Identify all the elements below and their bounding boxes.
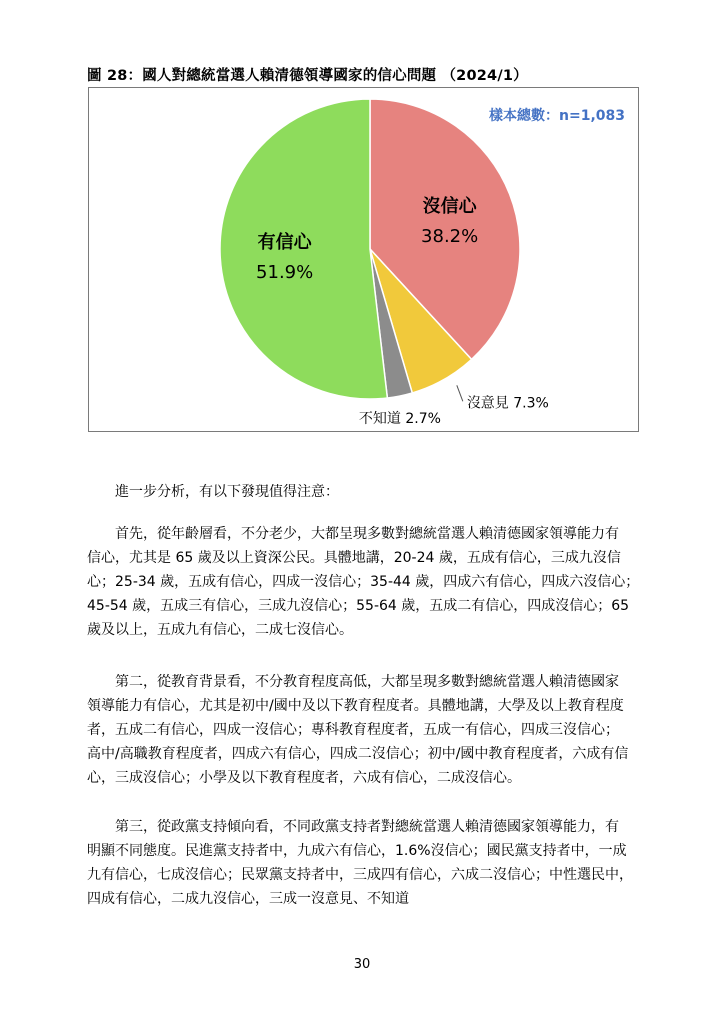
pie-chart-frame [88,87,639,432]
pie-chart [89,88,640,433]
paragraph-education [87,670,639,790]
slice-value-3: 51.9% [256,261,314,283]
text-line: 領導能力有信心，尤其是初中/國中及以下教育程度者。具體地講，大學及以上教育程度 [87,698,624,714]
text-line: 心，三成沒信心；小學及以下教育程度者，六成有信心，二成沒信心。 [87,770,521,786]
paragraph-intro [87,480,639,504]
text-line: 高中/高職教育程度者，四成六有信心，四成二沒信心；初中/國中教育程度者，六成有信 [87,746,629,762]
leader-line-1 [457,385,463,401]
text-line: 信心，尤其是 65 歲及以上資深公民。具體地講，20-24 歲，五成有信心，三成九沒信 [87,550,621,566]
text-line: 首先，從年齡層看，不分老少，大都呈現多數對總統當選人賴清德國家領導能力有 [87,526,619,542]
text-line: 歲及以上，五成九有信心，二成七沒信心。 [87,622,353,638]
text-line: 進一步分析，有以下發現值得注意： [87,484,339,500]
text-line: 第三，從政黨支持傾向看，不同政黨支持者對總統當選人賴清德國家領導能力，有 [87,819,619,835]
slice-label-1: 沒意見 7.3% [466,395,549,412]
slice-value-0: 38.2% [421,225,479,247]
paragraph-age [87,522,639,642]
text-line: 四成有信心，二成九沒信心，三成一沒意見、不知道 [87,891,409,907]
slice-label-0: 沒信心 [422,195,477,217]
figure-caption: 圖 28：國人對總統當選人賴清德領導國家的信心問題 （2024/1） [87,68,528,84]
text-line: 明顯不同態度。民進黨支持者中，九成六有信心，1.6%沒信心；國民黨支持者中，一成 [87,843,627,859]
text-line: 者，五成二有信心，四成一沒信心；專科教育程度者，五成一有信心，四成三沒信心； [87,722,619,738]
text-line: 心；25-34 歲，五成有信心，四成一沒信心；35-44 歲，四成六有信心，四成六沒信心； [87,574,640,590]
text-line: 九有信心，七成沒信心；民眾黨支持者中，三成四有信心，六成二沒信心；中性選民中， [87,867,633,883]
page-number: 30 [353,957,371,972]
sample-size-label: 樣本總數：n=1,083 [489,108,625,124]
paragraph-party [87,815,639,911]
text-line: 第二，從教育背景看，不分教育程度高低，大都呈現多數對總統當選人賴清德國家 [87,674,619,690]
text-line: 45-54 歲，五成三有信心，三成九沒信心；55-64 歲，五成二有信心，四成沒信心；65 [87,598,630,614]
slice-label-2: 不知道 2.7% [358,410,441,427]
slice-label-3: 有信心 [257,231,312,253]
